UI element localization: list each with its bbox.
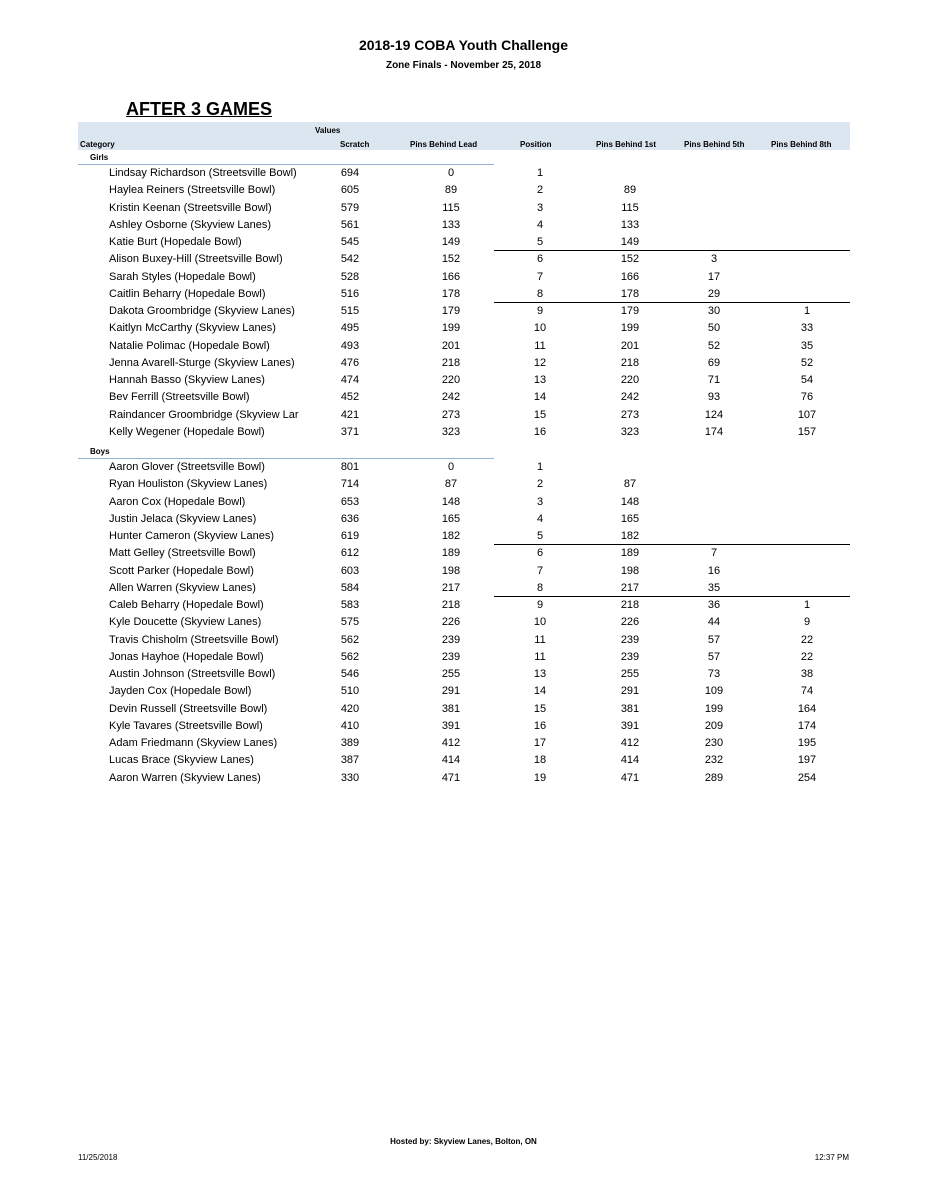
pins-behind-lead-cell: 414 <box>441 754 461 767</box>
bowler-name-cell: Adam Friedmann (Skyview Lanes) <box>109 737 278 749</box>
position-cell: 5 <box>536 236 544 248</box>
table-row <box>0 597 927 614</box>
pins-behind-5th-cell: 16 <box>707 564 721 577</box>
pins-behind-lead-cell: 133 <box>441 218 461 231</box>
position-cell: 13 <box>533 374 547 386</box>
pins-behind-8th-cell: 197 <box>797 754 817 767</box>
pins-behind-5th-cell: 199 <box>704 702 724 715</box>
table-row <box>0 200 927 217</box>
bowler-name-cell: Kyle Doucette (Skyview Lanes) <box>109 616 262 629</box>
scratch-cell: 371 <box>340 425 360 438</box>
scratch-cell: 653 <box>340 495 360 508</box>
pins-behind-8th-cell: 174 <box>797 719 817 732</box>
pins-behind-lead-cell: 412 <box>441 737 461 749</box>
pins-behind-1st-cell: 133 <box>620 218 640 231</box>
scratch-cell: 584 <box>340 581 360 594</box>
position-cell: 3 <box>536 201 544 214</box>
pins-behind-8th-cell: 33 <box>800 322 814 335</box>
column-header-pins-behind-lead: Pins Behind Lead <box>410 140 478 149</box>
scratch-cell: 516 <box>340 287 360 300</box>
position-cell: 17 <box>533 737 547 749</box>
pins-behind-5th-cell: 71 <box>707 374 721 386</box>
pins-behind-1st-cell: 148 <box>620 495 640 508</box>
bowler-name-cell: Natalie Polimac (Hopedale Bowl) <box>109 339 270 352</box>
pins-behind-5th-cell: 124 <box>704 408 724 421</box>
pins-behind-5th-cell: 30 <box>707 305 721 317</box>
pins-behind-1st-cell: 218 <box>620 599 640 611</box>
pins-behind-lead-cell: 323 <box>441 425 461 438</box>
position-cell: 3 <box>536 495 544 508</box>
pins-behind-lead-cell: 218 <box>441 356 461 369</box>
table-row <box>0 666 927 683</box>
position-cell: 8 <box>536 287 544 300</box>
bowler-name-cell: Aaron Warren (Skyview Lanes) <box>109 771 261 784</box>
bowler-name-cell: Jayden Cox (Hopedale Bowl) <box>109 685 252 698</box>
table-row <box>0 476 927 493</box>
section-heading: AFTER 3 GAMES <box>126 99 273 119</box>
scratch-cell: 575 <box>340 616 360 629</box>
pins-behind-lead-cell: 165 <box>441 512 461 525</box>
bowler-name-cell: Hunter Cameron (Skyview Lanes) <box>109 530 275 542</box>
pins-behind-1st-cell: 149 <box>620 236 640 248</box>
table-row <box>0 269 927 286</box>
bowler-name-cell: Sarah Styles (Hopedale Bowl) <box>109 270 256 283</box>
position-cell: 5 <box>536 530 544 542</box>
scratch-cell: 619 <box>340 530 360 542</box>
scratch-cell: 510 <box>340 685 360 698</box>
group-label: Girls <box>90 153 109 162</box>
pins-behind-lead-cell: 178 <box>441 287 461 300</box>
pins-behind-1st-cell: 189 <box>620 547 640 560</box>
pins-behind-5th-cell: 50 <box>707 322 721 335</box>
pins-behind-8th-cell: 164 <box>797 702 817 715</box>
bowler-name-cell: Alison Buxey-Hill (Streetsville Bowl) <box>109 253 283 266</box>
position-cell: 2 <box>536 184 544 197</box>
pins-behind-1st-cell: 291 <box>620 685 640 698</box>
column-header-pins-behind-1st: Pins Behind 1st <box>596 140 657 149</box>
table-row <box>0 563 927 580</box>
bowler-name-cell: Kaitlyn McCarthy (Skyview Lanes) <box>109 322 276 335</box>
pins-behind-lead-cell: 201 <box>441 339 461 352</box>
pins-behind-8th-cell: 107 <box>797 408 817 421</box>
bowler-name-cell: Matt Gelley (Streetsville Bowl) <box>109 547 256 560</box>
bowler-name-cell: Allen Warren (Skyview Lanes) <box>109 581 256 594</box>
print-time: 12:37 PM <box>814 1153 849 1162</box>
table-row <box>0 511 927 528</box>
scratch-cell: 410 <box>340 719 360 732</box>
pins-behind-lead-cell: 291 <box>441 685 461 698</box>
bowler-name-cell: Bev Ferrill (Streetsville Bowl) <box>109 391 250 404</box>
scratch-cell: 603 <box>340 564 360 577</box>
scratch-cell: 612 <box>340 547 360 560</box>
position-cell: 11 <box>534 650 546 663</box>
pins-behind-5th-cell: 174 <box>704 425 724 438</box>
bowler-name-cell: Lindsay Richardson (Streetsville Bowl) <box>109 167 297 179</box>
pins-behind-1st-cell: 471 <box>620 771 640 784</box>
bowler-name-cell: Ashley Osborne (Skyview Lanes) <box>109 218 272 231</box>
pins-behind-8th-cell: 9 <box>803 616 811 629</box>
pins-behind-lead-cell: 89 <box>444 184 458 197</box>
pins-behind-8th-cell: 1 <box>803 305 811 317</box>
pins-behind-1st-cell: 239 <box>620 633 640 646</box>
position-cell: 7 <box>536 564 544 577</box>
pins-behind-lead-cell: 242 <box>441 391 461 404</box>
table-row <box>0 614 927 631</box>
bowler-name-cell: Katie Burt (Hopedale Bowl) <box>109 236 242 248</box>
scratch-cell: 545 <box>340 236 360 248</box>
table-row <box>0 286 927 303</box>
column-header-scratch: Scratch <box>340 140 370 149</box>
pins-behind-1st-cell: 220 <box>620 374 640 386</box>
position-cell: 1 <box>536 461 544 473</box>
bowler-name-cell: Scott Parker (Hopedale Bowl) <box>109 564 254 577</box>
scratch-cell: 542 <box>340 253 360 266</box>
position-cell: 6 <box>536 547 544 560</box>
table-row <box>0 528 927 545</box>
pins-behind-1st-cell: 242 <box>620 391 640 404</box>
scratch-cell: 476 <box>340 356 360 369</box>
pins-behind-8th-cell: 22 <box>800 633 814 646</box>
scratch-cell: 801 <box>340 461 360 473</box>
pins-behind-5th-cell: 109 <box>704 685 724 698</box>
pins-behind-1st-cell: 323 <box>620 425 640 438</box>
bowler-name-cell: Ryan Houliston (Skyview Lanes) <box>109 478 268 491</box>
position-cell: 16 <box>533 719 547 732</box>
table-row <box>0 217 927 234</box>
position-cell: 11 <box>534 339 546 352</box>
pins-behind-1st-cell: 87 <box>623 478 637 491</box>
pins-behind-5th-cell: 232 <box>704 754 724 767</box>
position-cell: 13 <box>533 668 547 680</box>
pins-behind-8th-cell: 22 <box>800 650 814 663</box>
scratch-cell: 495 <box>340 322 360 335</box>
position-cell: 4 <box>536 218 544 231</box>
pins-behind-1st-cell: 273 <box>620 408 640 421</box>
table-row <box>0 234 927 251</box>
scratch-cell: 636 <box>340 512 360 525</box>
pins-behind-5th-cell: 35 <box>707 581 721 594</box>
bowler-name-cell: Aaron Glover (Streetsville Bowl) <box>109 461 265 473</box>
scratch-cell: 562 <box>340 633 360 646</box>
pins-behind-1st-cell: 182 <box>620 530 640 542</box>
pins-behind-1st-cell: 218 <box>620 356 640 369</box>
scratch-cell: 421 <box>340 408 360 421</box>
pins-behind-5th-cell: 230 <box>704 737 724 749</box>
pins-behind-1st-cell: 226 <box>620 616 640 629</box>
table-row <box>0 718 927 735</box>
pins-behind-lead-cell: 381 <box>441 702 461 715</box>
group-label: Boys <box>90 447 110 456</box>
pins-behind-8th-cell: 52 <box>800 356 814 369</box>
scratch-cell: 714 <box>340 478 360 491</box>
pins-behind-1st-cell: 381 <box>620 702 640 715</box>
scratch-cell: 474 <box>340 374 360 386</box>
scratch-cell: 420 <box>340 702 360 715</box>
pins-behind-5th-cell: 52 <box>707 339 721 352</box>
pins-behind-8th-cell: 74 <box>800 685 814 698</box>
bowler-name-cell: Kristin Keenan (Streetsville Bowl) <box>109 201 272 214</box>
position-cell: 18 <box>533 754 547 767</box>
scratch-cell: 452 <box>340 391 360 404</box>
pins-behind-5th-cell: 73 <box>707 668 721 680</box>
scratch-cell: 694 <box>340 167 360 179</box>
table-row <box>0 389 927 406</box>
pins-behind-1st-cell: 115 <box>621 201 639 214</box>
bowler-name-cell: Caleb Beharry (Hopedale Bowl) <box>109 599 264 611</box>
table-row <box>0 770 927 787</box>
pins-behind-lead-cell: 255 <box>441 668 461 680</box>
scratch-cell: 387 <box>340 754 360 767</box>
position-cell: 12 <box>533 356 547 369</box>
pins-behind-1st-cell: 166 <box>620 270 640 283</box>
pins-behind-lead-cell: 152 <box>441 253 461 266</box>
pins-behind-8th-cell: 1 <box>803 599 811 611</box>
pins-behind-lead-cell: 189 <box>441 547 461 560</box>
bowler-name-cell: Aaron Cox (Hopedale Bowl) <box>109 495 246 508</box>
position-cell: 10 <box>533 322 547 335</box>
bowler-name-cell: Hannah Basso (Skyview Lanes) <box>109 374 265 386</box>
bowler-name-cell: Lucas Brace (Skyview Lanes) <box>109 754 254 767</box>
column-header-pins-behind-5th: Pins Behind 5th <box>684 140 745 149</box>
pins-behind-5th-cell: 17 <box>707 270 721 283</box>
pins-behind-5th-cell: 7 <box>710 547 718 560</box>
pins-behind-5th-cell: 36 <box>707 599 721 611</box>
pins-behind-lead-cell: 87 <box>444 478 458 491</box>
table-row <box>0 407 927 424</box>
pins-behind-1st-cell: 201 <box>620 339 640 352</box>
pins-behind-lead-cell: 115 <box>442 201 460 214</box>
pins-behind-1st-cell: 165 <box>620 512 640 525</box>
scratch-cell: 493 <box>340 339 360 352</box>
table-row <box>0 545 927 562</box>
pins-behind-lead-cell: 179 <box>441 305 461 317</box>
pins-behind-lead-cell: 148 <box>441 495 461 508</box>
pins-behind-lead-cell: 149 <box>441 236 461 248</box>
pins-behind-1st-cell: 178 <box>620 287 640 300</box>
values-label: Values <box>315 126 341 135</box>
position-cell: 7 <box>536 270 544 283</box>
pins-behind-lead-cell: 166 <box>441 270 461 283</box>
pins-behind-lead-cell: 273 <box>441 408 461 421</box>
pins-behind-1st-cell: 198 <box>620 564 640 577</box>
position-cell: 9 <box>536 305 544 317</box>
pins-behind-1st-cell: 199 <box>620 322 640 335</box>
pins-behind-lead-cell: 217 <box>441 581 461 594</box>
table-row <box>0 182 927 199</box>
table-row <box>0 683 927 700</box>
position-cell: 19 <box>533 771 547 784</box>
pins-behind-8th-cell: 35 <box>800 339 814 352</box>
pins-behind-5th-cell: 29 <box>707 287 721 300</box>
pins-behind-lead-cell: 0 <box>447 461 455 473</box>
pins-behind-8th-cell: 254 <box>797 771 817 784</box>
pins-behind-lead-cell: 199 <box>441 322 461 335</box>
pins-behind-lead-cell: 218 <box>441 599 461 611</box>
position-cell: 14 <box>533 685 547 698</box>
bowler-name-cell: Kyle Tavares (Streetsville Bowl) <box>109 719 263 732</box>
pins-behind-1st-cell: 179 <box>620 305 640 317</box>
table-row <box>0 580 927 597</box>
pins-behind-1st-cell: 152 <box>620 253 640 266</box>
pins-behind-8th-cell: 195 <box>797 737 817 749</box>
pins-behind-lead-cell: 226 <box>441 616 461 629</box>
report-subtitle: Zone Finals - November 25, 2018 <box>385 60 542 71</box>
bowler-name-cell: Devin Russell (Streetsville Bowl) <box>109 702 268 715</box>
scratch-cell: 562 <box>340 650 360 663</box>
table-row <box>0 735 927 752</box>
table-row <box>0 424 927 441</box>
bowler-name-cell: Kelly Wegener (Hopedale Bowl) <box>109 425 265 438</box>
pins-behind-8th-cell: 157 <box>797 425 817 438</box>
pins-behind-8th-cell: 38 <box>800 668 814 680</box>
table-row <box>0 459 927 476</box>
bowler-name-cell: Jonas Hayhoe (Hopedale Bowl) <box>109 650 264 663</box>
position-cell: 6 <box>536 253 544 266</box>
column-header-pins-behind-8th: Pins Behind 8th <box>771 140 832 149</box>
bowler-name-cell: Austin Johnson (Streetsville Bowl) <box>109 668 276 680</box>
bowler-name-cell: Raindancer Groombridge (Skyview Lar <box>109 408 299 421</box>
position-cell: 11 <box>534 633 546 646</box>
table-row <box>0 165 927 182</box>
pins-behind-1st-cell: 412 <box>620 737 640 749</box>
pins-behind-1st-cell: 89 <box>623 184 637 197</box>
pins-behind-1st-cell: 239 <box>620 650 640 663</box>
scratch-cell: 605 <box>340 184 360 197</box>
bowler-name-cell: Justin Jelaca (Skyview Lanes) <box>109 512 257 525</box>
table-row <box>0 320 927 337</box>
pins-behind-8th-cell: 76 <box>800 391 814 404</box>
table-row <box>0 355 927 372</box>
pins-behind-5th-cell: 57 <box>707 633 721 646</box>
pins-behind-lead-cell: 239 <box>441 633 461 646</box>
bowler-name-cell: Travis Chisholm (Streetsville Bowl) <box>109 633 279 646</box>
position-cell: 8 <box>536 581 544 594</box>
pins-behind-1st-cell: 217 <box>620 581 640 594</box>
position-cell: 16 <box>533 425 547 438</box>
position-cell: 14 <box>533 391 547 404</box>
pins-behind-lead-cell: 391 <box>441 719 461 732</box>
table-row <box>0 649 927 666</box>
bowler-name-cell: Haylea Reiners (Streetsville Bowl) <box>109 184 276 197</box>
scratch-cell: 330 <box>340 771 360 784</box>
scratch-cell: 561 <box>340 218 360 231</box>
pins-behind-lead-cell: 220 <box>441 374 461 386</box>
scratch-cell: 515 <box>340 305 360 317</box>
bowler-name-cell: Dakota Groombridge (Skyview Lanes) <box>109 305 295 317</box>
pins-behind-lead-cell: 0 <box>447 167 455 179</box>
position-cell: 1 <box>536 167 544 179</box>
pins-behind-lead-cell: 182 <box>441 530 461 542</box>
table-row <box>0 338 927 355</box>
position-cell: 9 <box>536 599 544 611</box>
pins-behind-lead-cell: 198 <box>441 564 461 577</box>
pins-behind-5th-cell: 69 <box>707 356 721 369</box>
position-cell: 15 <box>533 702 547 715</box>
report-title: 2018-19 COBA Youth Challenge <box>358 37 568 53</box>
position-cell: 10 <box>533 616 547 629</box>
pins-behind-8th-cell: 54 <box>800 374 814 386</box>
bowler-name-cell: Caitlin Beharry (Hopedale Bowl) <box>109 287 266 300</box>
table-row <box>0 752 927 769</box>
position-cell: 2 <box>536 478 544 491</box>
position-cell: 4 <box>536 512 544 525</box>
table-row <box>0 372 927 389</box>
pins-behind-1st-cell: 414 <box>620 754 640 767</box>
scratch-cell: 528 <box>340 270 360 283</box>
column-header-position: Position <box>520 140 552 149</box>
pins-behind-5th-cell: 93 <box>707 391 721 404</box>
pins-behind-5th-cell: 209 <box>704 719 724 732</box>
table-row <box>0 632 927 649</box>
position-cell: 15 <box>533 408 547 421</box>
table-row <box>0 701 927 718</box>
pins-behind-lead-cell: 239 <box>441 650 461 663</box>
bowler-name-cell: Jenna Avarell-Sturge (Skyview Lanes) <box>109 356 295 369</box>
pins-behind-lead-cell: 471 <box>441 771 461 784</box>
column-header-category: Category <box>80 140 115 149</box>
scratch-cell: 389 <box>340 737 360 749</box>
pins-behind-5th-cell: 57 <box>707 650 721 663</box>
pins-behind-1st-cell: 391 <box>620 719 640 732</box>
scratch-cell: 546 <box>340 668 360 680</box>
hosted-by: Hosted by: Skyview Lanes, Bolton, ON <box>390 1137 537 1146</box>
pins-behind-5th-cell: 44 <box>707 616 721 629</box>
pins-behind-5th-cell: 289 <box>704 771 724 784</box>
scratch-cell: 579 <box>340 201 360 214</box>
table-row <box>0 251 927 268</box>
pins-behind-5th-cell: 3 <box>710 253 718 266</box>
print-date: 11/25/2018 <box>78 1153 118 1162</box>
table-row <box>0 303 927 320</box>
scratch-cell: 583 <box>340 599 360 611</box>
table-row <box>0 494 927 511</box>
pins-behind-1st-cell: 255 <box>620 668 640 680</box>
